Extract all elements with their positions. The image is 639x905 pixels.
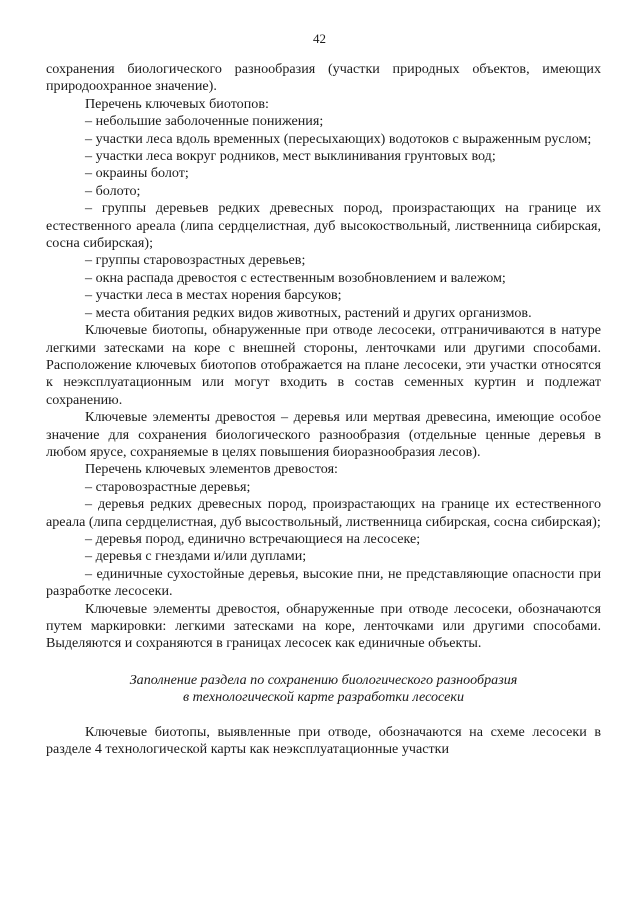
paragraph-continuation: сохранения биологического разнообразия (участки природных объектов, имеющих природоохранное значение). [46,61,601,95]
paragraph: Ключевые биотопы, выявленные при отводе, обозначаются на схеме лесосеки в разделе 4 технологической карты как неэксплуатационные участки [46,723,601,758]
list-intro-elements: Перечень ключевых элементов древостоя: [85,461,338,478]
list-item: – деревья пород, единично встречающиеся на лесосеке; [85,530,421,547]
list-item: – деревья с гнездами и/или дуплами; [85,548,307,565]
paragraph: Ключевые элементы древостоя, обнаруженные при отводе лесосеки, обозначаются путем маркировки: легкими затесками на коре, ленточками или другими способами. Выделяются и сохраняются в границах лесосек как единичные объекты. [46,600,601,652]
list-item: – участки леса вдоль временных (пересыхающих) водотоков с выраженным руслом; [85,130,592,147]
list-item: – деревья редких древесных пород, произрастающих на границе их естественного ареала (липа сердцелистная, дуб высоствольный, лиственница сибирская, сосна сибирская); [46,496,601,530]
list-item: – группы старовозрастных деревьев; [85,252,306,269]
page-body [46,61,601,758]
section-heading-line: Заполнение раздела по сохранению биологического разнообразия [129,671,518,688]
list-item: – окраины болот; [85,165,189,182]
list-item: – группы деревьев редких древесных пород, произрастающих на границе их естественного ареала (липа сердцелистная, дуб высокоствольный, лиственница сибирская, сосна сибирская); [46,200,601,252]
section-heading-line: в технологической карте разработки лесосеки [182,689,465,706]
list-item: – небольшие заболоченные понижения; [85,113,324,130]
list-item: – окна распада древостоя с естественным возобновлением и валежом; [85,269,506,286]
page-number: 42 [313,31,326,46]
list-item: – старовозрастные деревья; [85,478,251,495]
list-item: – единичные сухостойные деревья, высокие пни, не представляющие опасности при разработке лесосеки. [46,565,601,600]
list-item: – участки леса в местах норения барсуков; [85,287,342,304]
list-item: – участки леса вокруг родников, мест выклинивания грунтовых вод; [85,148,496,165]
list-intro-biotopes: Перечень ключевых биотопов: [85,95,269,112]
list-item: – места обитания редких видов животных, растений и других организмов. [85,304,532,321]
paragraph: Ключевые элементы древостоя – деревья или мертвая древесина, имеющие особое значение для сохранения биологического разнообразия (отдельные ценные деревья в любом ярусе, сохраняемые в целях повышения биоразнообразия лесов). [46,409,601,460]
paragraph: Ключевые биотопы, обнаруженные при отводе лесосеки, отграничиваются в натуре легкими затесками на коре с внешней стороны, ленточками или другими способами. Расположение ключевых биотопов отображается на плане лесосеки, эти участки относятся к неэксплуатационным или могут входить в состав семенных куртин и подлежат сохранению. [46,322,601,408]
list-item: – болото; [85,182,141,199]
